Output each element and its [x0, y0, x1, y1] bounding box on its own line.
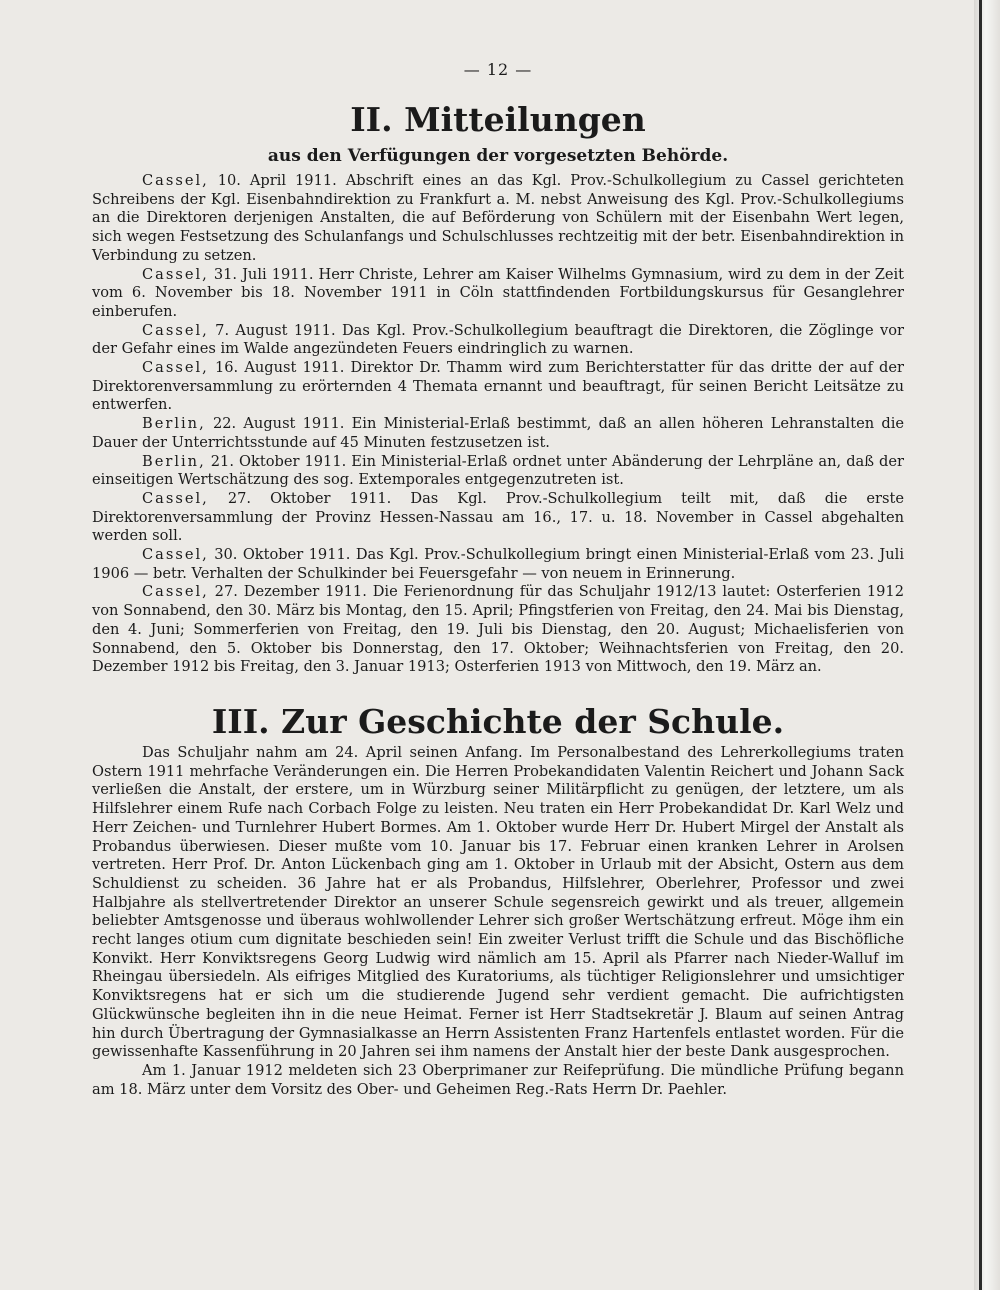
- entry: [92, 583, 904, 677]
- entry-text: 30. Oktober 1911. Das Kgl. Prov.-Schulkollegium bringt einen Ministerial-Erlaß vom 23. Juli 1906 — betr. Verhalten der Schulkinder bei Feuersgefahr — von neuem in Erinnerung.: [92, 546, 904, 582]
- entry-text: 7. August 1911. Das Kgl. Prov.-Schulkollegium beauftragt die Direktoren, die Zöglinge vor der Gefahr eines im Walde angezündeten Feuers eindringlich zu warnen.: [92, 321, 904, 358]
- entry-place: Cassel,: [142, 489, 209, 507]
- entry-text: 27. Dezember 1911. Die Ferienordnung für das Schuljahr 1912/13 lautet: Osterferien 1912 von Sonnabend, den 30. März bis Montag, den 15. April; Pfingstferien von Freitag, den 24. Mai bis Dienstag, den 4. Juni; Sommerferien von Freitag, den 19. Juli bis Dienstag, den 20. August; Michaelisferien von Sonnabend, den 5. Oktober bis Donnerstag, den 17. Oktober; Weihnachtsferien von Freitag, den 20. Dezember 1912 bis Freitag, den 3. Januar 1913; Osterferien 1913 von Mittwoch, den 19. März an.: [92, 583, 904, 676]
- entry: [92, 453, 904, 490]
- entry-place: Cassel,: [142, 583, 209, 601]
- page-number: — 12 —: [463, 60, 533, 79]
- entry: [92, 490, 904, 546]
- section-2-entries: [92, 172, 904, 677]
- paragraph: Das Schuljahr nahm am 24. April seinen Anfang. Im Personalbestand des Lehrerkollegiums traten Ostern 1911 mehrfache Veränderungen ein. Die Herren Probekandidaten Valentin Reichert und Johann Sack verließen die Anstalt, der erstere, um in Würzburg seiner Militärpflicht zu genügen, der letztere, um als Hilfslehrer einem Rufe nach Corbach Folge zu leisten. Neu traten ein Herr Probekandidat Dr. Karl Welz und Herr Zeichen- und Turnlehrer Hubert Bormes. Am 1. Oktober wurde Herr Dr. Hubert Mirgel der Anstalt als Probandus überwiesen. Dieser mußte vom 10. Januar bis 17. Februar einen kranken Lehrer in Arolsen vertreten. Herr Prof. Dr. Anton Lückenbach ging am 1. Oktober in Urlaub mit der Absicht, Ostern aus dem Schuldienst zu scheiden. 36 Jahre hat er als Probandus, Hilfslehrer, Oberlehrer, Professor und zwei Halbjahre als stellvertretender Direktor an unserer Schule segensreich gewirkt und als treuer, allgemein beliebter Amtsgenosse und überaus wohlwollender Lehrer sich großer Wertschätzung erfreut. Möge ihm ein recht langes otium cum dignitate beschieden sein! Ein zweiter Verlust trifft die Schule und das Bischöfliche Konvikt. Herr Konviktsregens Georg Ludwig wird nämlich am 15. April als Pfarrer nach Nieder-Walluf im Rheingau übersiedeln. Als eifriges Mitglied des Kuratoriums, als tüchtiger Religionslehrer und umsichtiger Konviktsregens hat er sich um die studierende Jugend sehr verdient gemacht. Die aufrichtigsten Glückwünsche begleiten ihn in die neue Heimat. Ferner ist Herr Stadtsekretär J. Blaum auf seinen Antrag hin durch Übertragung der Gymnasialkasse an Herrn Assistenten Franz Hartenfels entlastet worden. Für die gewissenhafte Kassenführung in 20 Jahren sei ihm namens der Anstalt hier der beste Dank ausgesprochen.: [92, 744, 904, 1061]
- paragraph: Am 1. Januar 1912 meldeten sich 23 Oberprimaner zur Reifeprüfung. Die mündliche Prüfung begann am 18. März unter dem Vorsitz des Ober- und Geheimen Reg.-Rats Herrn Dr. Paehler.: [92, 1061, 904, 1098]
- entry-text: 16. August 1911. Direktor Dr. Thamm wird zum Berichterstatter für das dritte der auf der Direktorenversammlung zu erörternden 4 Themata ernannt und beauftragt, für seinen Bericht Leitsätze zu entwerfen.: [92, 359, 904, 414]
- entry: [92, 359, 904, 415]
- entry: [92, 415, 904, 452]
- entry-place: Cassel,: [142, 321, 209, 339]
- entry: [92, 266, 904, 322]
- book-spine-edge: [974, 0, 1000, 1290]
- entry-text: 31. Juli 1911. Herr Christe, Lehrer am Kaiser Wilhelms Gymnasium, wird zu dem in der Zeit vom 6. November bis 18. November 1911 in Cöln stattfindenden Fortbildungskursus für Gesanglehrer einberufen.: [92, 265, 905, 320]
- section-2-title: II. Mitteilungen: [350, 100, 646, 139]
- entry-place: Cassel,: [142, 265, 209, 283]
- entry-place: Cassel,: [142, 546, 209, 564]
- entry-text: 10. April 1911. Abschrift eines an das Kgl. Prov.-Schulkollegium zu Cassel gerichteten Schreibens der Kgl. Eisenbahndirektion zu Frankfurt a. M. nebst Anweisung des Kgl. Prov.-Schulkollegiums an die Direktoren derjenigen Anstalten, die auf Beförderung von Schülern mit der Eisenbahn Wert legen, sich wegen Festsetzung des Schulanfangs und Schulschlusses rechtzeitig mit der betr. Eisenbahndirektion in Verbindung zu setzen.: [92, 172, 904, 264]
- section-3-title: III. Zur Geschichte der Schule.: [211, 702, 785, 741]
- entry-place: Berlin,: [142, 415, 206, 433]
- section-3-body: [92, 744, 904, 1099]
- page-gutter-line: [979, 0, 982, 1290]
- entry: [92, 322, 904, 359]
- entry-text: 21. Oktober 1911. Ein Ministerial-Erlaß ordnet unter Abänderung der Lehrpläne an, daß der einseitigen Wertschätzung des sog. Extemporales entgegenzutreten ist.: [92, 452, 904, 489]
- entry: [92, 546, 904, 583]
- entry-place: Cassel,: [142, 172, 209, 189]
- entry: [92, 172, 904, 266]
- entry-place: Berlin,: [142, 452, 206, 470]
- section-2-subtitle: aus den Verfügungen der vorgesetzten Behörde.: [267, 146, 729, 166]
- entry-text: 27. Oktober 1911. Das Kgl. Prov.-Schulkollegium teilt mit, daß die erste Direktorenversammlung der Provinz Hessen-Nassau am 16., 17. u. 18. November in Cassel abgehalten werden soll.: [92, 489, 904, 545]
- entry-text: 22. August 1911. Ein Ministerial-Erlaß bestimmt, daß an allen höheren Lehranstalten die Dauer der Unterrichtsstunde auf 45 Minuten festzusetzen ist.: [92, 415, 904, 451]
- entry-place: Cassel,: [142, 359, 209, 377]
